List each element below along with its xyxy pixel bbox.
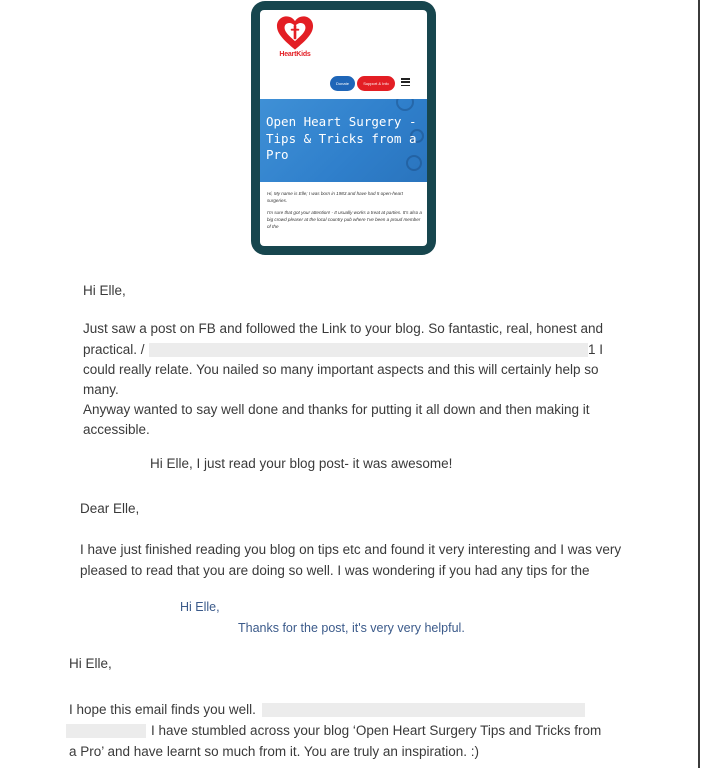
snippet-paragraph: Hi, My name is Elle; I was born in 1983 and have had 5 open-heart surgeries. bbox=[267, 191, 403, 203]
message3-line: I have just finished reading you blog on tips etc and found it very interesting and I was very bbox=[80, 542, 622, 557]
tablet-mockup bbox=[251, 1, 436, 255]
snippet-paragraph: I'm sure that got your attention! - It usually works a treat at parties. It's also a big crowd pleaser at the local country pub where I've been a proud member of the bbox=[267, 210, 422, 229]
message2-text: Hi Elle, I just read your blog post- it was awesome! bbox=[150, 456, 453, 471]
message1-greeting: Hi Elle, bbox=[83, 283, 126, 298]
redaction-bar bbox=[262, 703, 585, 717]
message4-greeting: Hi Elle, bbox=[180, 600, 220, 614]
message1-line: Anyway wanted to say well done and thanks for putting it all down and then making it bbox=[83, 402, 590, 417]
tablet-screen bbox=[260, 10, 427, 246]
message1-line-end: 1 I bbox=[588, 342, 604, 357]
page-edge-line bbox=[698, 0, 700, 768]
hero-title: Open Heart Surgery - Tips & Tricks from a Pro bbox=[266, 114, 417, 162]
message5-greeting: Hi Elle, bbox=[69, 656, 112, 671]
hero-banner bbox=[260, 99, 427, 182]
message1-line: practical. / bbox=[83, 342, 145, 357]
heartkids-logo[interactable] bbox=[273, 16, 317, 58]
message5-line: a Pro’ and have learnt so much from it. You are truly an inspiration. :) bbox=[69, 744, 479, 759]
donate-button[interactable]: Donate bbox=[330, 76, 355, 91]
message1-line: could really relate. You nailed so many important aspects and this will certainly help so bbox=[83, 362, 599, 377]
hamburger-menu-icon[interactable] bbox=[401, 78, 410, 87]
redaction-bar bbox=[66, 724, 146, 738]
redaction-bar bbox=[149, 343, 588, 357]
message3-greeting: Dear Elle, bbox=[80, 501, 140, 516]
support-info-button[interactable]: Support & Info bbox=[357, 76, 395, 91]
message3-line: pleased to read that you are doing so well. I was wondering if you had any tips for the bbox=[80, 563, 590, 578]
heart-icon bbox=[276, 16, 314, 51]
message5-line: I hope this email finds you well. bbox=[69, 702, 256, 717]
message5-line: I have stumbled across your blog ‘Open Heart Surgery Tips and Tricks from bbox=[151, 723, 602, 738]
logo-text: HeartKids bbox=[279, 51, 311, 58]
message4-text: Thanks for the post, it's very very helpful. bbox=[238, 621, 465, 635]
blog-snippet bbox=[267, 190, 422, 235]
message1-line: many. bbox=[83, 382, 119, 397]
message1-line: Just saw a post on FB and followed the Link to your blog. So fantastic, real, honest and bbox=[83, 321, 604, 336]
decorative-circle bbox=[396, 99, 414, 111]
message1-line: accessible. bbox=[83, 422, 150, 437]
